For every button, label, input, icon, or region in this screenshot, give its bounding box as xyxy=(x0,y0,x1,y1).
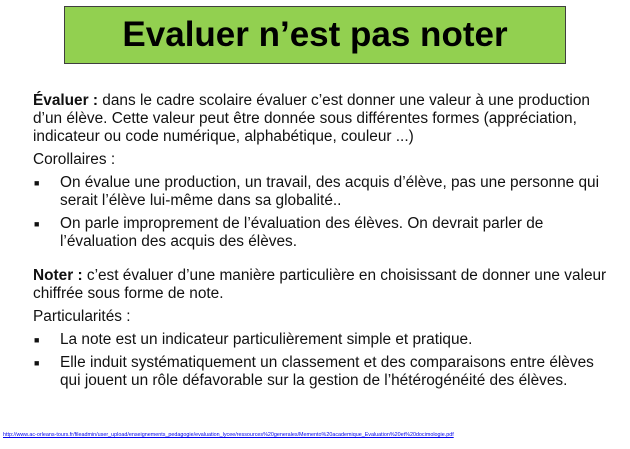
bullet-text: Elle induit systématiquement un classement et des comparaisons entre élèves qui jouent un rôle défavorable sur la gestion de l’hétérogénéité des élèves. xyxy=(60,354,594,389)
title-banner xyxy=(64,6,566,64)
noter-definition xyxy=(33,267,618,303)
evaluer-definition xyxy=(33,92,618,146)
list-item xyxy=(33,354,618,390)
list-item xyxy=(33,215,618,251)
evaluer-definition-text: dans le cadre scolaire évaluer c’est donner une valeur à une production d’un élève. Cette valeur peut être donnée sous différentes formes (appréciation, indicateur ou code numérique, alphabétique, couleur ...) xyxy=(33,92,590,145)
bullet-text: On parle improprement de l’évaluation des élèves. On devrait parler de l’évaluation des acquis des élèves. xyxy=(60,215,544,250)
bullet-text: La note est un indicateur particulièrement simple et pratique. xyxy=(60,331,473,348)
source-link[interactable]: http://www.ac-orleans-tours.fr/fileadmin/user_upload/enseignements_pedagogie/evaluation_lycee/ressources%20generales/Memento%20academique_Evaluation%20et%20docimologie.pdf xyxy=(3,432,454,438)
list-item xyxy=(33,331,618,349)
noter-definition-text: c’est évaluer d’une manière particulière en choisissant de donner une valeur chiffrée sous forme de note. xyxy=(33,267,607,302)
bullet-square-icon: ■ xyxy=(34,178,40,188)
noter-term: Noter : xyxy=(33,267,83,284)
page-title: Evaluer n’est pas noter xyxy=(122,15,508,54)
slide-body xyxy=(33,92,618,390)
bullet-square-icon: ■ xyxy=(34,358,40,368)
corollaires-heading: Corollaires : xyxy=(33,151,116,168)
list-item xyxy=(33,174,618,210)
bullet-square-icon: ■ xyxy=(34,219,40,229)
evaluer-term: Évaluer : xyxy=(33,92,99,109)
bullet-square-icon: ■ xyxy=(34,335,40,345)
particularites-heading: Particularités : xyxy=(33,308,131,325)
bullet-text: On évalue une production, un travail, des acquis d’élève, pas une personne qui serait l’élève lui-même dans sa globalité.. xyxy=(60,174,600,209)
